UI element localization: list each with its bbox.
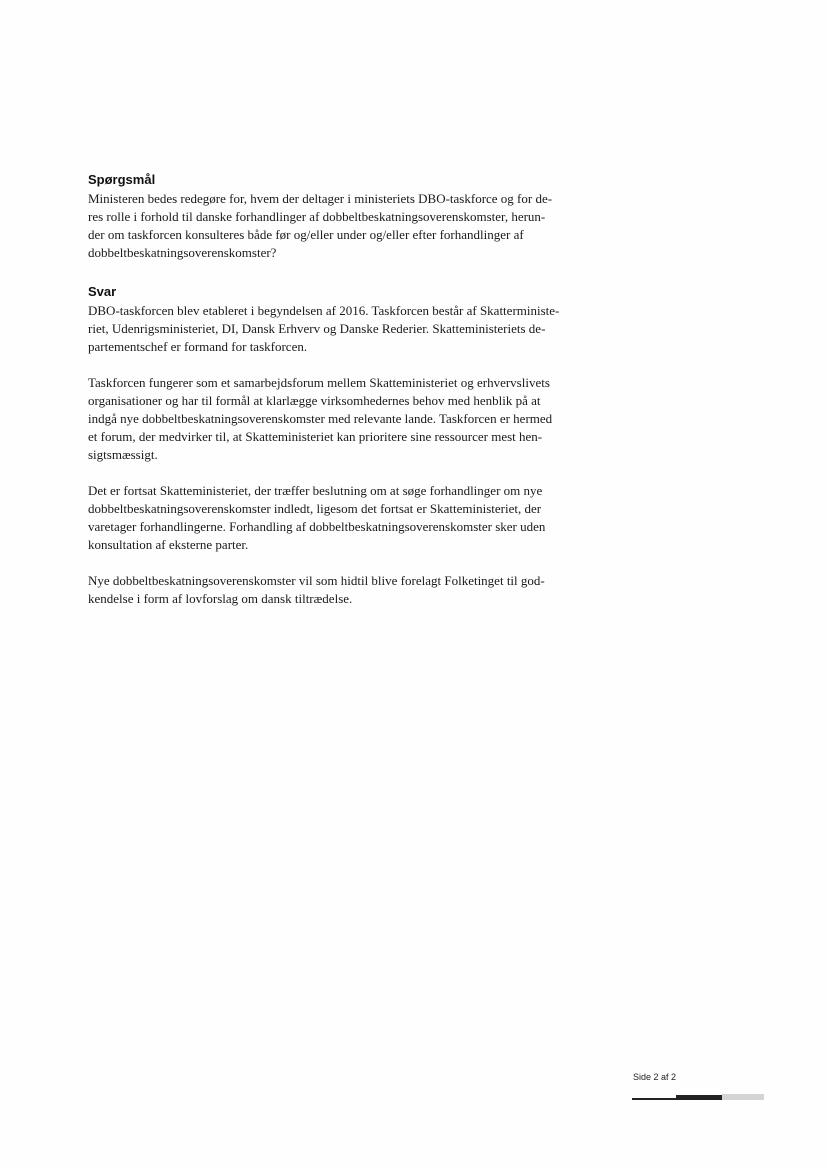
answer-line: varetager forhandlingerne. Forhandling af dobbeltbeskatningsoverenskomster sker uden — [88, 519, 546, 534]
question-heading: Spørgsmål — [88, 172, 156, 187]
footer-bar-thick — [676, 1095, 722, 1100]
answer-paragraph-4 — [88, 572, 600, 608]
page-number: Side 2 af 2 — [633, 1072, 677, 1082]
footer-bar — [632, 1093, 764, 1100]
answer-line: partementschef er formand for taskforcen. — [88, 339, 308, 354]
document-body — [88, 172, 600, 608]
question-paragraph — [88, 190, 600, 262]
answer-line: Nye dobbeltbeskatningsoverenskomster vil som hidtil blive forelagt Folketinget til god- — [88, 573, 545, 588]
answer-section — [88, 284, 600, 608]
answer-line: DBO-taskforcen blev etableret i begyndelsen af 2016. Taskforcen består af Skatterministe- — [88, 303, 560, 318]
answer-line: Taskforcen fungerer som et samarbejdsforum mellem Skatteministeriet og erhvervslivets — [88, 375, 550, 390]
answer-line: et forum, der medvirker til, at Skatteministeriet kan prioritere sine ressourcer mest hen- — [88, 429, 543, 444]
question-line: Ministeren bedes redegøre for, hvem der deltager i ministeriets DBO-taskforce og for de- — [88, 191, 553, 206]
answer-line: indgå nye dobbeltbeskatningsoverenskomster med relevante lande. Taskforcen er hermed — [88, 411, 553, 426]
question-line: dobbeltbeskatningsoverenskomster? — [88, 245, 277, 260]
answer-paragraph-1 — [88, 302, 600, 356]
answer-paragraph-3 — [88, 482, 600, 554]
section-spacer — [88, 262, 600, 284]
question-line: der om taskforcen konsulteres både før og/eller under og/eller efter forhandlinger af — [88, 227, 524, 242]
question-line: res rolle i forhold til danske forhandlinger af dobbeltbeskatningsoverenskomster, herun- — [88, 209, 546, 224]
answer-line: Det er fortsat Skatteministeriet, der træffer beslutning om at søge forhandlinger om nye — [88, 483, 543, 498]
answer-heading: Svar — [88, 284, 117, 299]
answer-line: dobbeltbeskatningsoverenskomster indledt, ligesom det fortsat er Skatteministeriet, der — [88, 501, 542, 516]
answer-line: organisationer og har til formål at klarlægge virksomhedernes behov med henblik på at — [88, 393, 541, 408]
question-section — [88, 172, 600, 262]
answer-line: konsultation af eksterne parter. — [88, 537, 249, 552]
answer-paragraph-2 — [88, 374, 600, 464]
answer-line: sigtsmæssigt. — [88, 447, 158, 462]
footer-bar-light — [722, 1094, 764, 1100]
answer-line: kendelse i form af lovforslag om dansk tiltrædelse. — [88, 591, 353, 606]
answer-line: riet, Udenrigsministeriet, DI, Dansk Erhverv og Danske Rederier. Skatteministeriets de- — [88, 321, 546, 336]
